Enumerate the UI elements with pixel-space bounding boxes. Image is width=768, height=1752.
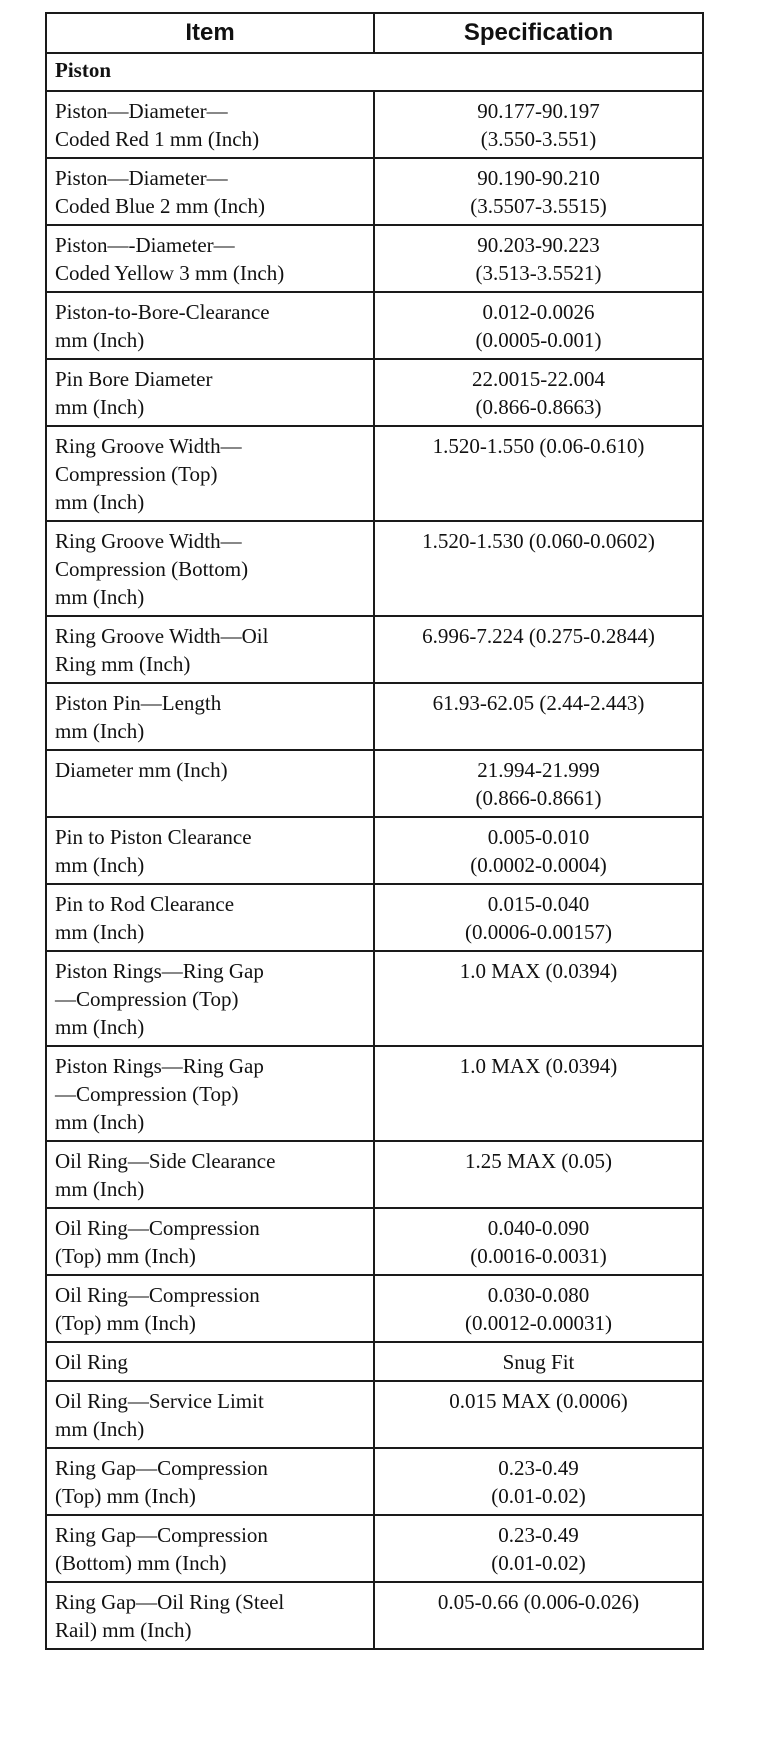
item-cell: Pin to Rod Clearance mm (Inch) — [46, 884, 374, 951]
table-row — [46, 359, 703, 426]
item-cell: Piston Rings—Ring Gap —Compression (Top) mm (Inch) — [46, 951, 374, 1046]
table-row — [46, 1275, 703, 1342]
specification-cell: 1.25 MAX (0.05) — [374, 1141, 703, 1208]
table-row — [46, 1141, 703, 1208]
table-row — [46, 683, 703, 750]
item-cell: Ring Groove Width— Compression (Bottom) mm (Inch) — [46, 521, 374, 616]
table-row — [46, 225, 703, 292]
item-cell: Oil Ring—Compression (Top) mm (Inch) — [46, 1208, 374, 1275]
table-row — [46, 1448, 703, 1515]
table-row — [46, 884, 703, 951]
specification-cell: 0.05-0.66 (0.006-0.026) — [374, 1582, 703, 1649]
table-row — [46, 951, 703, 1046]
specification-cell: 0.23-0.49 (0.01-0.02) — [374, 1515, 703, 1582]
piston-spec-table — [45, 12, 704, 1650]
table-row — [46, 616, 703, 683]
item-cell: Pin to Piston Clearance mm (Inch) — [46, 817, 374, 884]
table-row — [46, 1515, 703, 1582]
specification-cell: 0.040-0.090 (0.0016-0.0031) — [374, 1208, 703, 1275]
item-cell: Oil Ring—Compression (Top) mm (Inch) — [46, 1275, 374, 1342]
item-cell: Pin Bore Diameter mm (Inch) — [46, 359, 374, 426]
table-row — [46, 158, 703, 225]
table-row — [46, 91, 703, 158]
specification-cell: 1.0 MAX (0.0394) — [374, 1046, 703, 1141]
item-cell: Piston—-Diameter— Coded Yellow 3 mm (Inch) — [46, 225, 374, 292]
specification-cell: 22.0015-22.004 (0.866-0.8663) — [374, 359, 703, 426]
section-title-piston: Piston — [46, 53, 703, 91]
table-row — [46, 1381, 703, 1448]
table-header-row — [46, 13, 703, 53]
table-body — [46, 53, 703, 1649]
specification-cell: 90.190-90.210 (3.5507-3.5515) — [374, 158, 703, 225]
item-cell: Ring Gap—Compression (Bottom) mm (Inch) — [46, 1515, 374, 1582]
specification-cell: 21.994-21.999 (0.866-0.8661) — [374, 750, 703, 817]
table-row — [46, 1342, 703, 1381]
specification-cell: 1.0 MAX (0.0394) — [374, 951, 703, 1046]
specification-cell: 61.93-62.05 (2.44-2.443) — [374, 683, 703, 750]
item-cell: Ring Gap—Compression (Top) mm (Inch) — [46, 1448, 374, 1515]
table-row — [46, 750, 703, 817]
specification-cell: 6.996-7.224 (0.275-0.2844) — [374, 616, 703, 683]
item-cell: Oil Ring—Service Limit mm (Inch) — [46, 1381, 374, 1448]
item-cell: Piston Rings—Ring Gap —Compression (Top) mm (Inch) — [46, 1046, 374, 1141]
table-row — [46, 817, 703, 884]
item-column-header: Item — [46, 13, 374, 53]
item-cell: Piston Pin—Length mm (Inch) — [46, 683, 374, 750]
item-cell: Oil Ring — [46, 1342, 374, 1381]
item-cell: Ring Groove Width— Compression (Top) mm (Inch) — [46, 426, 374, 521]
specification-cell: 90.203-90.223 (3.513-3.5521) — [374, 225, 703, 292]
specification-column-header: Specification — [374, 13, 703, 53]
table-row — [46, 292, 703, 359]
table-row — [46, 521, 703, 616]
specification-cell: 0.005-0.010 (0.0002-0.0004) — [374, 817, 703, 884]
specification-cell: 0.012-0.0026 (0.0005-0.001) — [374, 292, 703, 359]
table-row — [46, 426, 703, 521]
table-row — [46, 1208, 703, 1275]
specification-cell: Snug Fit — [374, 1342, 703, 1381]
item-cell: Oil Ring—Side Clearance mm (Inch) — [46, 1141, 374, 1208]
specification-cell: 1.520-1.550 (0.06-0.610) — [374, 426, 703, 521]
specification-cell: 1.520-1.530 (0.060-0.0602) — [374, 521, 703, 616]
item-cell: Diameter mm (Inch) — [46, 750, 374, 817]
specification-cell: 90.177-90.197 (3.550-3.551) — [374, 91, 703, 158]
item-cell: Piston—Diameter— Coded Red 1 mm (Inch) — [46, 91, 374, 158]
specification-cell: 0.015 MAX (0.0006) — [374, 1381, 703, 1448]
section-row — [46, 53, 703, 91]
table-row — [46, 1582, 703, 1649]
specification-cell: 0.015-0.040 (0.0006-0.00157) — [374, 884, 703, 951]
item-cell: Ring Groove Width—Oil Ring mm (Inch) — [46, 616, 374, 683]
item-cell: Piston—Diameter— Coded Blue 2 mm (Inch) — [46, 158, 374, 225]
table-row — [46, 1046, 703, 1141]
item-cell: Piston-to-Bore-Clearance mm (Inch) — [46, 292, 374, 359]
specification-cell: 0.23-0.49 (0.01-0.02) — [374, 1448, 703, 1515]
specification-cell: 0.030-0.080 (0.0012-0.00031) — [374, 1275, 703, 1342]
item-cell: Ring Gap—Oil Ring (Steel Rail) mm (Inch) — [46, 1582, 374, 1649]
